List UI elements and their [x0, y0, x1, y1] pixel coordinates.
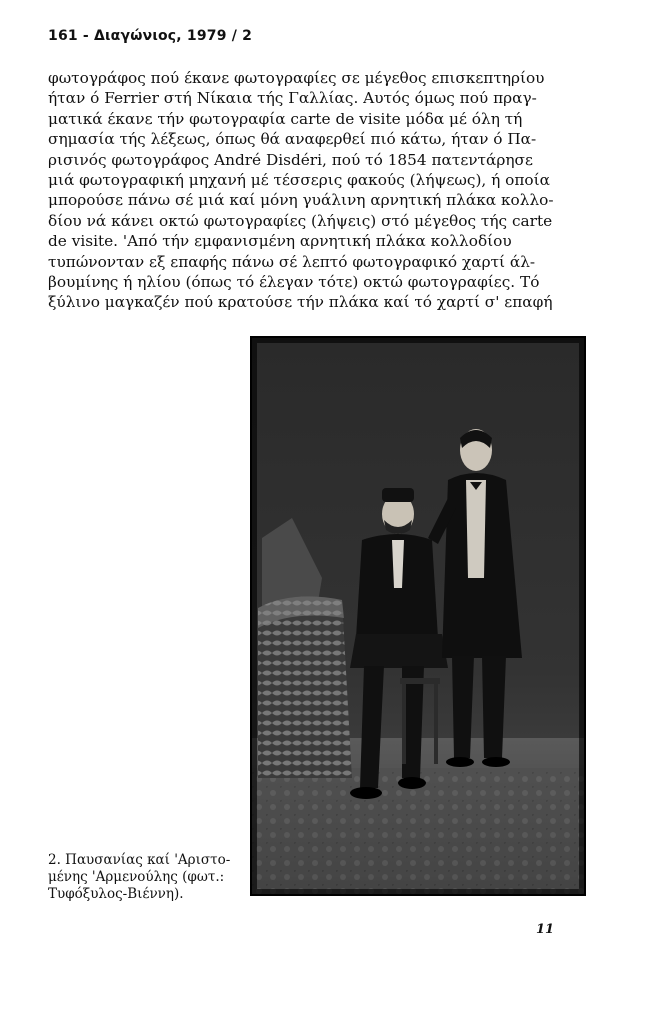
running-head: 161 - Διαγώνιος, 1979 / 2 [48, 28, 253, 44]
body-line: βουμίνης ή ηλίου (όπως τό έλεγαν τότε) οκτώ φωτογραφίες. Τό [48, 273, 540, 292]
body-line: τυπώνονταν εξ επαφής πάνω σέ λεπτό φωτογραφικό χαρτί άλ- [48, 252, 536, 271]
body-line: μπορούσε πάνω σέ μιά καί μόνη γυάλινη αρνητική πλάκα κολλο- [48, 191, 554, 210]
body-line: ήταν ό Ferrier στή Νίκαια τής Γαλλίας. Αυτός όμως πού πραγ- [48, 89, 537, 108]
body-line: ξύλινο μαγκαζέν πού κρατούσε τήν πλάκα καί τό χαρτί σ' επαφή [48, 293, 553, 312]
body-line: σημασία τής λέξεως, όπως θά αναφερθεί πιό κάτω, ήταν ό Πα- [48, 130, 537, 149]
body-text [48, 68, 588, 313]
page-number: 11 [536, 922, 555, 937]
body-line: ρισινός φωτογράφος André Disdéri, πού τό 1854 πατεντάρησε [48, 150, 533, 169]
body-line: φωτογράφος πού έκανε φωτογραφίες σε μέγεθος επισκεπτηρίου [48, 69, 545, 87]
caption-line: μένης 'Αρμενούλης (φωτ.: [48, 869, 225, 885]
portrait-photograph [250, 336, 586, 896]
body-line: μιά φωτογραφική μηχανή μέ τέσσερις φακούς (λήψεως), ή οποία [48, 171, 550, 190]
body-line: de visite. 'Από τήν εμφανισμένη αρνητική πλάκα κολλοδίου [48, 232, 512, 251]
caption-line: Τυφόξυλος-Βιέννη). [48, 886, 184, 902]
body-line: δίου νά κάνει οκτώ φωτογραφίες (λήψεις) στό μέγεθος τής carte [48, 211, 553, 230]
body-line: ματικά έκανε τήν φωτογραφία carte de visite μόδα μέ όλη τή [48, 109, 523, 128]
caption-line: 2. Παυσανίας καί 'Αριστο- [48, 852, 231, 868]
figure-caption [48, 852, 248, 903]
portrait-photo-illustration [252, 338, 584, 894]
